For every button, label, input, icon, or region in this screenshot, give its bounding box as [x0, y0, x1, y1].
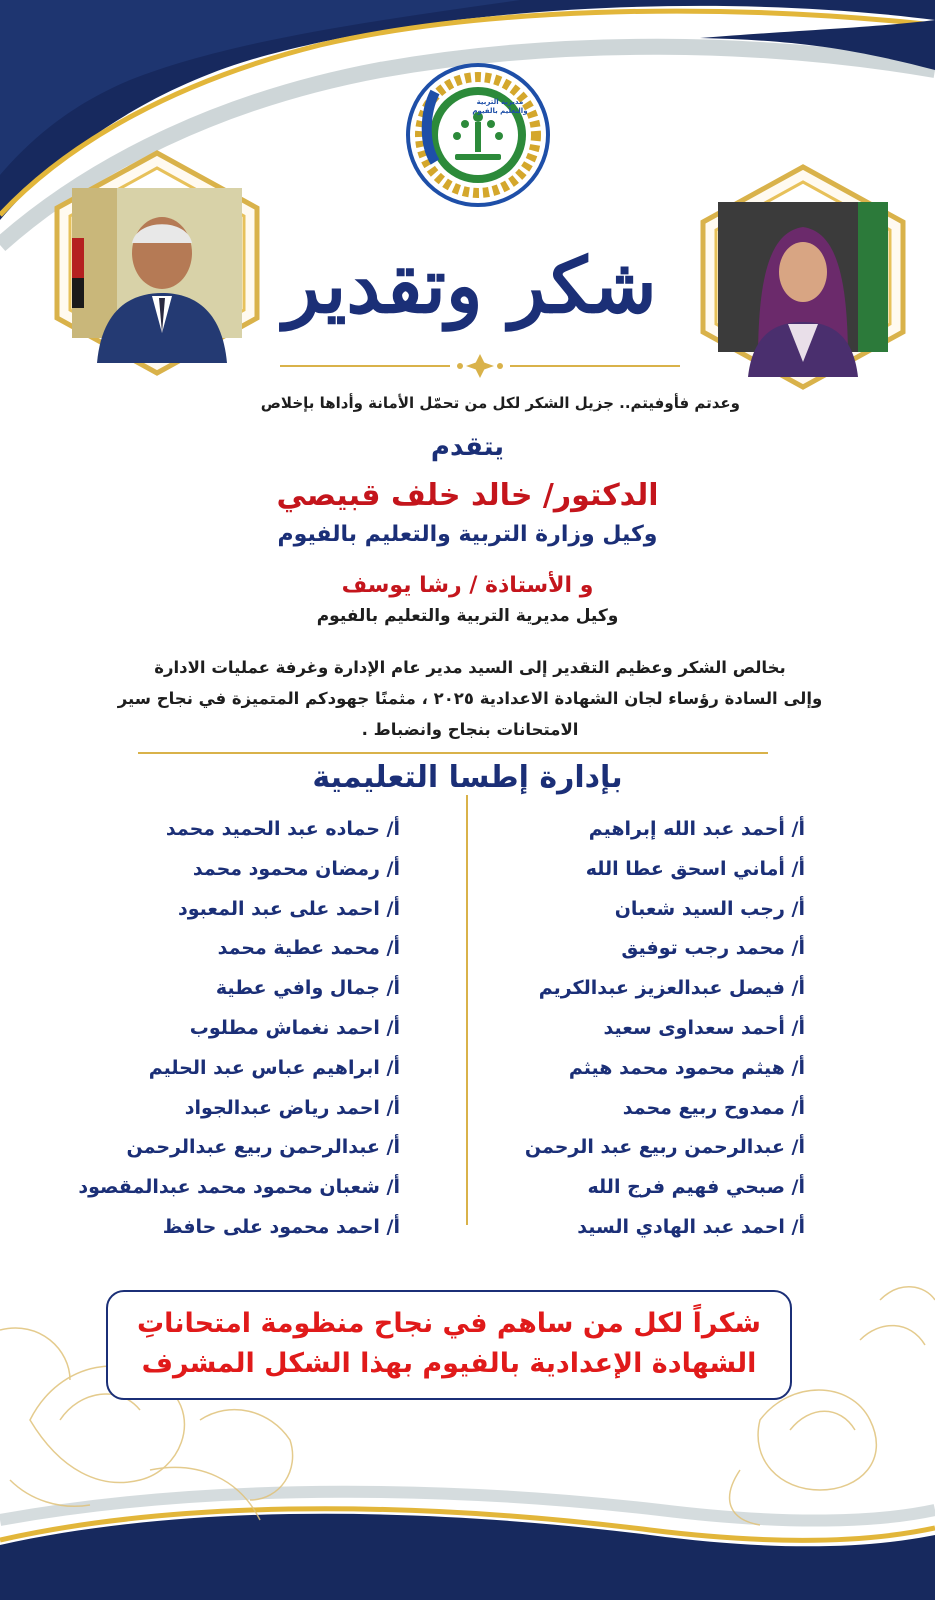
logo-arc-text: مديرية التربية والتعليم بالفيوم	[472, 98, 528, 115]
name-list-item: أ/ هيثم محمود محمد هيثم	[568, 1056, 805, 1079]
doctor-name: الدكتور/ خالد خلف قبيصي	[276, 478, 659, 513]
name-list-item: أ/ ابراهيم عباس عبد الحليم	[148, 1056, 400, 1079]
body-line: بخالص الشكر وعظيم التقدير إلى السيد مدير عام الإدارة وغرفة عمليات الادارة	[154, 658, 786, 677]
thanks-body-paragraph	[100, 652, 840, 745]
director-title: وكيل مديرية التربية والتعليم بالفيوم	[316, 606, 619, 626]
section-divider-horizontal	[138, 752, 768, 754]
name-list-item: أ/ محمد عطية محمد	[217, 937, 400, 960]
name-list-item: أ/ احمد على عبد المعبود	[177, 897, 400, 920]
closing-thanks-line: شكراً لكل من ساهم في نجاح منظومة امتحاناتِ	[137, 1308, 761, 1339]
body-line: الامتحانات بنجاح وانضباط .	[361, 720, 579, 739]
name-list-item: أ/ صبحي فهيم فرج الله	[587, 1176, 805, 1199]
presents-heading: يتقدم	[430, 432, 505, 462]
director-name: و الأستاذة / رشا يوسف	[341, 573, 594, 598]
thanks-calligraphy-title: شكر وتقدير	[283, 241, 657, 330]
name-list-item: أ/ احمد عبد الهادي السيد	[577, 1215, 805, 1238]
columns-divider-vertical	[466, 795, 468, 1225]
name-list-item: أ/ فيصل عبدالعزيز عبدالكريم	[538, 977, 805, 1000]
ornament-divider	[280, 352, 680, 380]
closing-thanks-text	[106, 1290, 792, 1400]
name-list-item: أ/ أحمد سعداوى سعيد	[603, 1016, 805, 1039]
name-list-item: أ/ جمال وافي عطية	[215, 977, 400, 1000]
name-list-item: أ/ أحمد عبد الله إبراهيم	[588, 818, 805, 840]
doctor-title: وكيل وزارة التربية والتعليم بالفيوم	[277, 522, 658, 547]
name-list-item: أ/ محمد رجب توفيق	[621, 937, 805, 960]
directorate-logo	[405, 62, 551, 208]
body-line: وإلى السادة رؤساء لجان الشهادة الاعدادية ٢٠٢٥ ، مثمنًا جهودكم المتميزة في نجاح سير	[117, 689, 823, 708]
name-list-item: أ/ شعبان محمود محمد عبدالمقصود	[78, 1176, 400, 1199]
name-list-item: أ/ احمد رياض عبدالجواد	[184, 1096, 400, 1119]
names-column-right	[490, 810, 805, 1248]
closing-thanks-line: الشهادة الإعدادية بالفيوم بهذا الشكل المشرف	[141, 1348, 757, 1379]
name-list-item: أ/ رمضان محمود محمد	[192, 857, 400, 880]
director-photo	[688, 162, 918, 392]
names-column-left	[40, 810, 400, 1248]
name-list-item: أ/ احمد محمود على حافظ	[162, 1215, 400, 1238]
name-list-item: أ/ ممدوح ربيع محمد	[622, 1096, 805, 1119]
doctor-photo	[42, 148, 272, 378]
tagline: وعدتم فأوفيتم.. جزيل الشكر لكل من تحمّل الأمانة وأداها بإخلاص	[260, 394, 740, 412]
name-list-item: أ/ حماده عبد الحميد محمد	[165, 818, 400, 840]
name-list-item: أ/ احمد نغماش مطلوب	[189, 1016, 400, 1039]
name-list-item: أ/ أماني اسحق عطا الله	[585, 857, 805, 880]
name-list-item: أ/ رجب السيد شعبان	[614, 897, 805, 920]
administration-title: بإدارة إطسا التعليمية	[312, 760, 623, 795]
name-list-item: أ/ عبدالرحمن ربيع عبدالرحمن	[126, 1136, 400, 1159]
name-list-item: أ/ عبدالرحمن ربيع عبد الرحمن	[524, 1136, 805, 1159]
